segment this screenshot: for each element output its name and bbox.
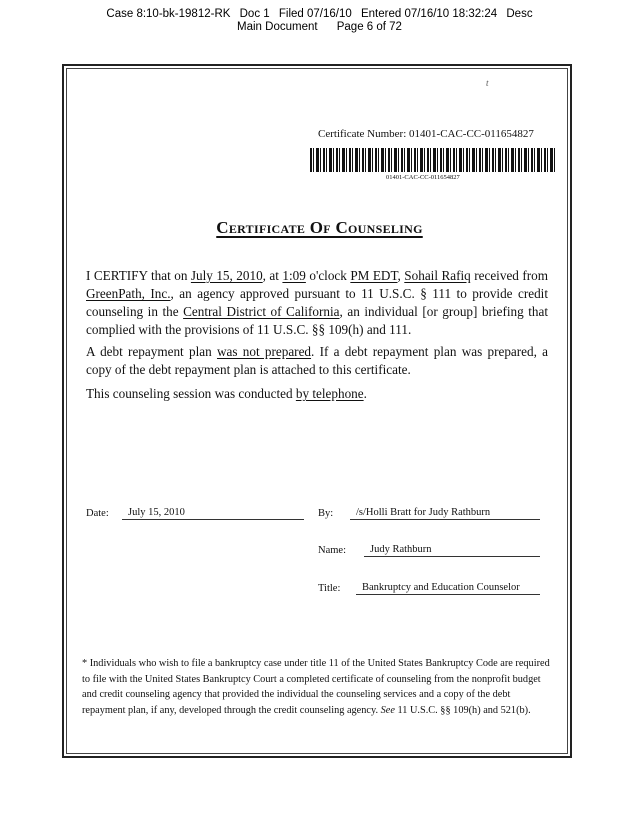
certificate-number (318, 128, 534, 140)
certificate-number-label: Certificate Number: (318, 128, 407, 140)
court-filing-header (0, 8, 639, 34)
signed-by-value: /s/Holli Bratt for Judy Rathburn (350, 506, 540, 520)
plan-text-start: A debt repayment plan (86, 344, 212, 359)
plan-status: was not prepared (216, 344, 312, 359)
repayment-plan-paragraph (86, 343, 548, 379)
desc-label: Desc (506, 8, 533, 20)
comma-text: , (397, 268, 401, 283)
filed-date: Filed 07/16/10 (278, 8, 352, 20)
certification-paragraph (86, 267, 548, 339)
certificate-number-value: 01401-CAC-CC-011654827 (409, 128, 534, 140)
by-label: By: (318, 508, 334, 519)
title-text: Certificate Of Counseling (216, 218, 423, 237)
footnote-text: * Individuals who wish to file a bankruptcy case under title 11 of the United States Bankruptcy Code are required to file with the United States Bankruptcy Court a completed certificate of counseling from the nonprofit budget and credit counseling agency that provided the individual the counseling services and a copy of the debt repayment plan, if any, developed through the credit counseling agency. (82, 658, 550, 716)
footnote (82, 656, 552, 718)
agency-name: GreenPath, Inc. (86, 286, 171, 301)
counselor-name-value: Judy Rathburn (364, 543, 540, 557)
session-method: by telephone (295, 386, 364, 401)
footnote-citation: 11 U.S.C. §§ 109(h) and 521(b). (397, 704, 531, 716)
barcode-caption: 01401-CAC-CC-011654827 (386, 174, 460, 181)
document-title (0, 218, 639, 238)
session-method-paragraph (86, 385, 548, 403)
session-text-start: This counseling session was conducted (86, 386, 293, 401)
debtor-name: Sohail Rafiq (404, 268, 471, 283)
counseling-date: July 15, 2010 (190, 268, 263, 283)
received-text: received from (474, 268, 548, 283)
at-text: , at (262, 268, 279, 283)
entered-date: Entered 07/16/10 18:32:24 (360, 8, 498, 20)
date-value: July 15, 2010 (122, 506, 304, 520)
plan-text-rest: . If a debt repayment plan was prepared, a copy of the debt repayment plan is attached to this certificate. (86, 344, 549, 377)
corner-mark: t (486, 78, 489, 88)
briefing-text: , an individual [or group] briefing that complied with the provisions of 11 U.S.C. §§ 109(h) and 111. (86, 304, 548, 337)
page-indicator: Page 6 of 72 (336, 21, 402, 33)
session-text-end: . (363, 386, 367, 401)
approved-text: , an agency approved pursuant to 11 U.S.C. § 111 to provide credit counseling in the (86, 286, 548, 319)
case-number: Case 8:10-bk-19812-RK (106, 8, 231, 20)
title-label: Title: (318, 583, 341, 594)
counseling-time: 1:09 (282, 268, 306, 283)
main-document-label: Main Document (237, 21, 318, 33)
certify-text: I CERTIFY that on (86, 268, 188, 283)
time-zone: PM EDT (350, 268, 398, 283)
see-text: See (380, 704, 395, 716)
name-label: Name: (318, 545, 346, 556)
oclock-text: o'clock (309, 268, 347, 283)
doc-number: Doc 1 (239, 8, 270, 20)
date-label: Date: (86, 508, 109, 519)
district-name: Central District of California (183, 304, 340, 319)
counselor-title-value: Bankruptcy and Education Counselor (356, 581, 540, 595)
barcode-image (310, 148, 556, 172)
